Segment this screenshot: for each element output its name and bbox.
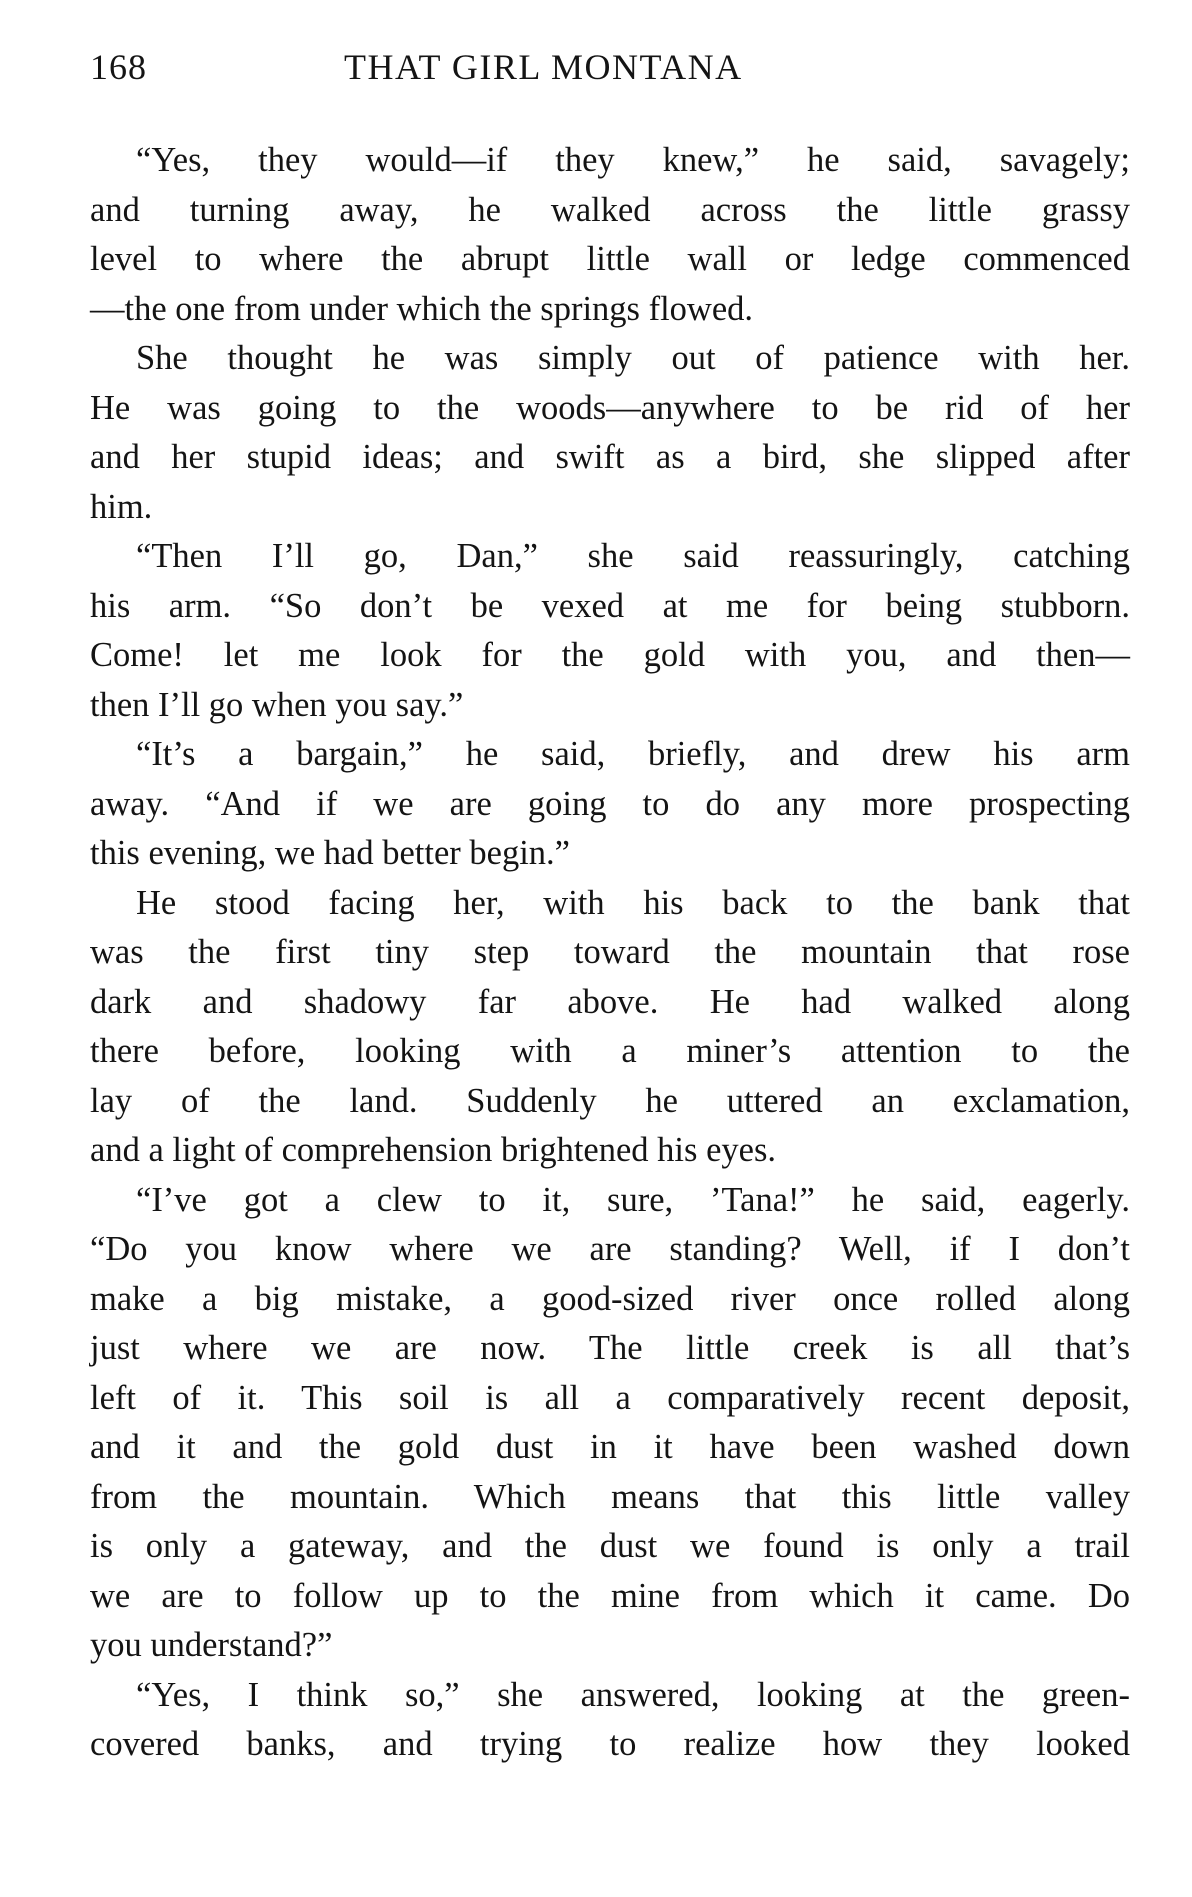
text-line: “Then I’ll go, Dan,” she said reassuringly, catching <box>136 537 1130 575</box>
text-line: make a big mistake, a good-sized river once rolled along <box>90 1279 1130 1318</box>
text-line: you understand?” <box>90 1626 333 1664</box>
body-text <box>90 136 1130 1770</box>
text-line: there before, looking with a miner’s attention to the <box>90 1032 1130 1070</box>
text-line: and turning away, he walked across the little grassy <box>90 190 1130 229</box>
running-title: THAT GIRL MONTANA <box>344 47 743 87</box>
text-line: left of it. This soil is all a comparatively recent deposit, <box>90 1378 1130 1417</box>
text-line: and a light of comprehension brightened his eyes. <box>90 1131 776 1169</box>
text-line: was the first tiny step toward the mountain that rose <box>90 933 1130 971</box>
text-line: this evening, we had better begin.” <box>90 834 570 872</box>
text-line: “Yes, they would—if they knew,” he said, savagely; <box>136 141 1130 179</box>
text-line: He was going to the woods—anywhere to be rid of her <box>90 388 1130 427</box>
text-line: He stood facing her, with his back to the bank that <box>136 883 1130 922</box>
text-line: “It’s a bargain,” he said, briefly, and drew his arm <box>136 735 1130 773</box>
text-line: covered banks, and trying to realize how they looked <box>90 1725 1130 1763</box>
running-head <box>90 42 1130 92</box>
text-line: him. <box>90 487 153 526</box>
text-line: then I’ll go when you say.” <box>90 685 464 724</box>
text-line: lay of the land. Suddenly he uttered an exclamation, <box>90 1081 1130 1120</box>
text-line: Come! let me look for the gold with you, and then— <box>90 636 1130 674</box>
text-line: and it and the gold dust in it have been washed down <box>90 1428 1130 1466</box>
text-line: is only a gateway, and the dust we found is only a trail <box>90 1527 1130 1565</box>
text-line: level to where the abrupt little wall or ledge commenced <box>90 240 1130 278</box>
text-line: from the mountain. Which means that this little valley <box>90 1477 1130 1516</box>
text-line: just where we are now. The little creek is all that’s <box>90 1329 1130 1367</box>
text-line: “I’ve got a clew to it, sure, ’Tana!” he said, eagerly. <box>136 1180 1130 1219</box>
text-line: “Do you know where we are standing? Well, if I don’t <box>90 1230 1130 1268</box>
text-line: his arm. “So don’t be vexed at me for being stubborn. <box>90 586 1130 625</box>
text-line: dark and shadowy far above. He had walked along <box>90 982 1130 1021</box>
text-line: —the one from under which the springs flowed. <box>90 289 754 328</box>
text-line: She thought he was simply out of patience with her. <box>136 339 1130 377</box>
text-line: we are to follow up to the mine from which it came. Do <box>90 1576 1130 1615</box>
text-line: away. “And if we are going to do any more prospecting <box>90 784 1130 823</box>
page-number: 168 <box>90 47 147 87</box>
text-line: and her stupid ideas; and swift as a bird, she slipped after <box>90 438 1130 476</box>
text-line: “Yes, I think so,” she answered, looking at the green- <box>136 1675 1130 1714</box>
